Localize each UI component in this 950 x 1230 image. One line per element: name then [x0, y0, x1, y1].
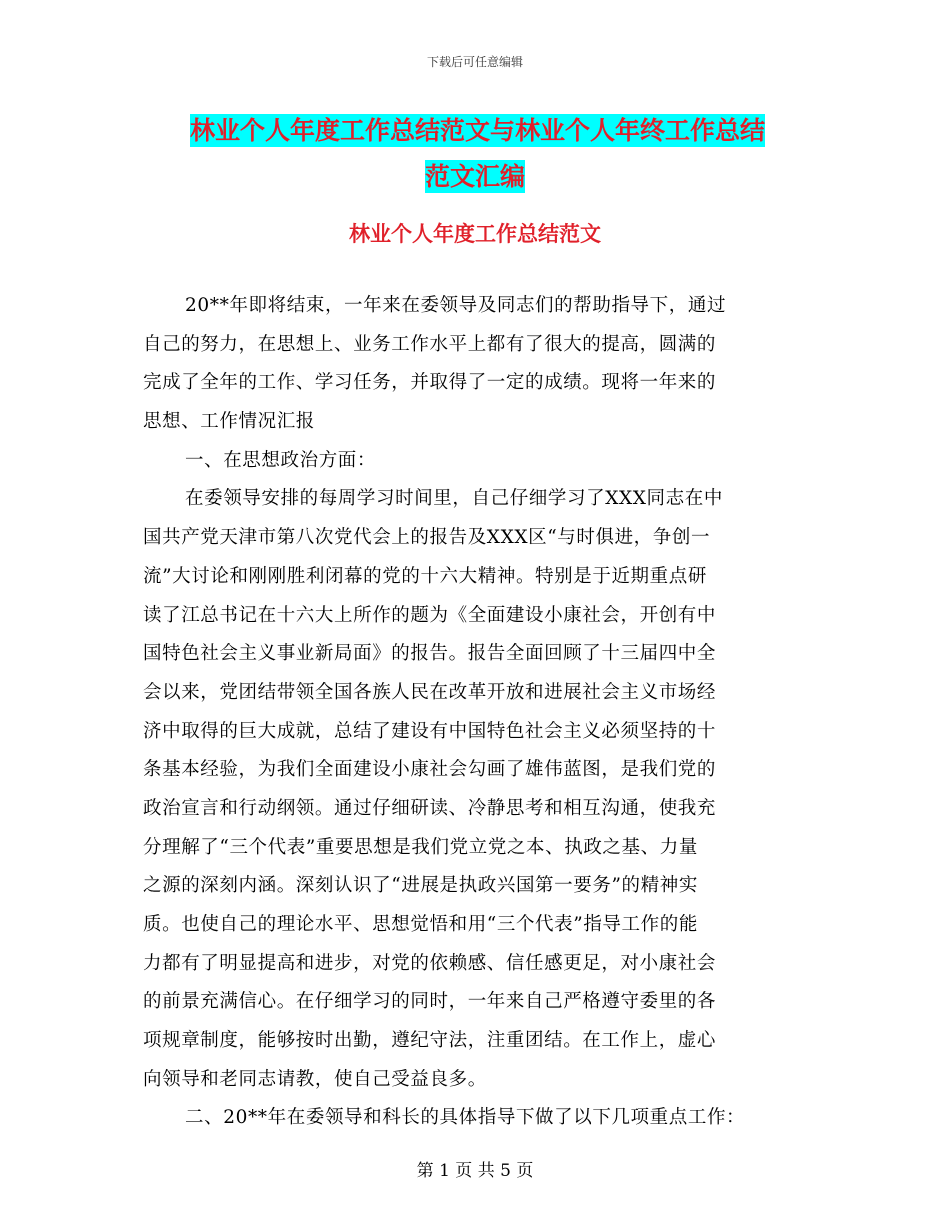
body-line: 济中取得的巨大成就，总结了建设有中国特色社会主义必须坚持的十: [143, 720, 717, 742]
body-line: 思想、工作情况汇报: [143, 411, 315, 433]
body-line: 二、20**年在委领导和科长的具体指导下做了以下几项重点工作：: [185, 1107, 746, 1129]
body-line: 项规章制度，能够按时出勤，遵纪守法，注重团结。在工作上，虚心: [143, 1030, 717, 1052]
body-line: 之源的深刻内涵。深刻认识了“进展是执政兴国第一要务”的精神实: [143, 875, 698, 897]
title-line-2: 范文汇编: [424, 162, 525, 191]
body-line: 读了江总书记在十六大上所作的题为《全面建设小康社会，开创有中: [143, 604, 717, 626]
body-line: 力都有了明显提高和进步，对党的依赖感、信任感更足，对小康社会: [143, 952, 717, 974]
body-line: 的前景充满信心。在仔细学习的同时，一年来自己严格遵守委里的各: [143, 991, 717, 1013]
body-line: 分理解了“三个代表”重要思想是我们党立党之本、执政之基、力量: [143, 836, 698, 858]
body-line: 国共产党天津市第八次党代会上的报告及XXX区“与时俱进，争创一: [143, 527, 711, 549]
section-title: 林业个人年度工作总结范文: [349, 221, 601, 246]
body-line: 政治宣言和行动纲领。通过仔细研读、冷静思考和相互沟通，使我充: [143, 797, 717, 819]
title-line-1: 林业个人年度工作总结范文与林业个人年终工作总结: [190, 116, 766, 145]
body-line: 质。也使自己的理论水平、思想觉悟和用“三个代表”指导工作的能: [143, 914, 698, 935]
page-number-footer: 第 1 页 共 5 页: [416, 1161, 534, 1181]
body-line: 会以来，党团结带领全国各族人民在改革开放和进展社会主义市场经: [143, 681, 717, 703]
body-line: 自己的努力，在思想上、业务工作水平上都有了很大的提高，圆满的: [143, 333, 717, 355]
body-line: 在委领导安排的每周学习时间里，自己仔细学习了XXX同志在中: [185, 488, 723, 510]
body-paragraphs: [143, 287, 803, 1138]
body-line: 条基本经验，为我们全面建设小康社会勾画了雄伟蓝图，是我们党的: [143, 759, 717, 781]
page-header-note: 下载后可任意编辑: [426, 55, 523, 69]
body-line: 完成了全年的工作、学习任务，并取得了一定的成绩。现将一年来的: [143, 372, 717, 394]
body-line: 向领导和老同志请教，使自己受益良多。: [143, 1068, 487, 1090]
body-line: 流”大讨论和刚刚胜利闭幕的党的十六大精神。特别是于近期重点研: [143, 565, 707, 587]
body-line: 一、在思想政治方面：: [185, 449, 377, 471]
body-line: 国特色社会主义事业新局面》的报告。报告全面回顾了十三届四中全: [143, 643, 717, 665]
body-line: 20**年即将结束，一年来在委领导及同志们的帮助指导下，通过: [185, 295, 727, 316]
